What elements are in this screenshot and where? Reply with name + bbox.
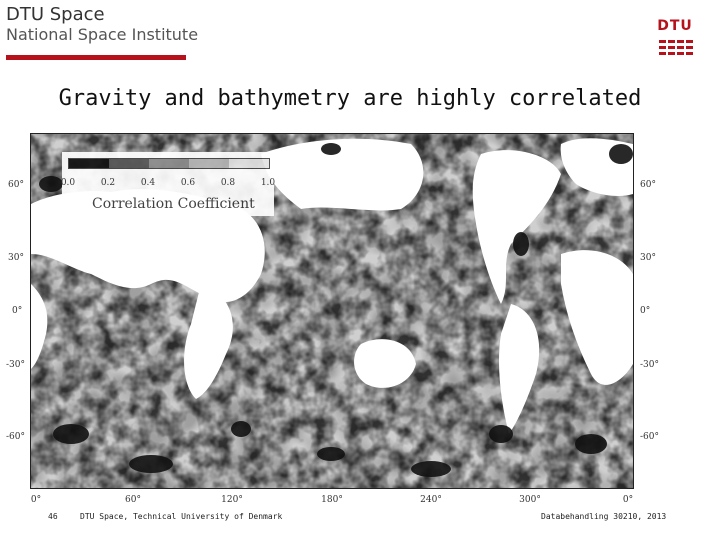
lat-label-right: 60° — [640, 180, 656, 190]
lat-label-right: 0° — [640, 306, 651, 316]
colorbar-legend — [62, 152, 274, 216]
lat-label-right: -30° — [640, 360, 659, 370]
lon-label: 120° — [221, 495, 243, 505]
lat-label-right: -60° — [640, 432, 659, 442]
org-name: DTU Space — [6, 4, 105, 25]
colorbar-title: Correlation Coefficient — [92, 196, 255, 212]
footer-affiliation: DTU Space, Technical University of Denmark — [80, 512, 283, 521]
colorbar-tick: 0.2 — [100, 178, 116, 188]
colorbar-segment — [69, 159, 109, 168]
lat-label-left: 60° — [8, 180, 24, 190]
colorbar-segment — [149, 159, 189, 168]
lat-label-left: 0° — [12, 306, 23, 316]
colorbar-segment — [229, 159, 269, 168]
lon-label: 0° — [622, 495, 634, 505]
page-number: 46 — [48, 512, 58, 521]
lon-label: 300° — [519, 495, 541, 505]
lat-label-left: 30° — [8, 253, 24, 263]
dtu-logo-icon — [655, 18, 695, 66]
footer-course: Databehandling 30210, 2013 — [541, 512, 667, 521]
org-subtitle: National Space Institute — [6, 25, 199, 44]
logo-rule — [6, 55, 186, 60]
lon-label: 0° — [30, 495, 42, 505]
dtu-logo-text: DTU — [657, 18, 693, 34]
lat-label-left: -30° — [6, 360, 25, 370]
lon-label: 240° — [420, 495, 442, 505]
colorbar-tick: 0.6 — [180, 178, 196, 188]
slide-title: Gravity and bathymetry are highly correlated — [58, 86, 642, 111]
colorbar-tick: 0.0 — [60, 178, 76, 188]
lon-label: 180° — [321, 495, 343, 505]
colorbar-tick: 0.4 — [140, 178, 156, 188]
colorbar-segment — [109, 159, 149, 168]
lat-label-right: 30° — [640, 253, 656, 263]
lat-label-left: -60° — [6, 432, 25, 442]
lon-label: 60° — [125, 495, 141, 505]
colorbar-segment — [189, 159, 229, 168]
colorbar-tick: 0.8 — [220, 178, 236, 188]
colorbar-tick: 1.0 — [260, 178, 276, 188]
colorbar — [68, 158, 270, 169]
